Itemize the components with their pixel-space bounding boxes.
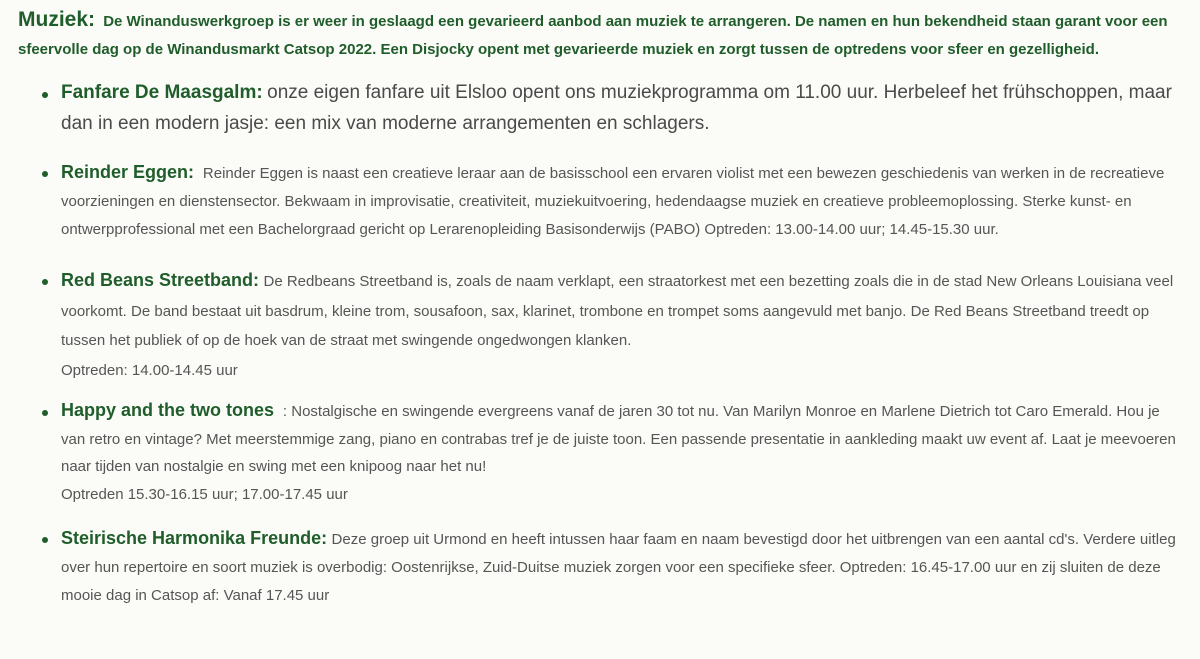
act-description: : Nostalgische en swingende evergreens vanaf de jaren 30 tot nu. Van Marilyn Monroe en Marlene Dietrich tot Caro Emerald. Hou je van retro en vintage? Met meerstemmige zang, piano en contrabas tref je de juiste toon. Een passende presentatie in aankleding maakt uw event af. Laat je meevoeren naar tijden van nostalgie en swing met een knipoog naar het nu! [61, 403, 1176, 475]
list-item-steirische [18, 524, 1183, 610]
act-description: De Redbeans Streetband is, zoals de naam verklapt, een straatorkest met een bezetting zoals die in de stad New Orleans Louisiana veel voorkomt. De band bestaat uit basdrum, kleine trom, sousafoon, sax, klarinet, trombone en trompet soms aangevuld met banjo. De Red Beans Streetband treedt op tussen het publiek of op de hoek van de straat met swingende ongedwongen klanken. [61, 273, 1174, 349]
act-time: Optreden: 14.00-14.45 uur [61, 361, 238, 379]
act-name: Fanfare De Maasgalm: [61, 82, 263, 103]
act-name: Red Beans Streetband: [61, 270, 260, 290]
intro-paragraph [18, 6, 1183, 64]
intro-text: De Winanduswerkgroep is er weer in geslaagd een gevarieerd aanbod aan muziek te arrangeren. De namen en hun bekendheid staan garant voor een sfeervolle dag op de Winandusmarkt Catsop 2022. Een Disjocky opent met gevarieerde muziek en zorgt tussen de optredens voor sfeer en gezelligheid. [18, 13, 1168, 58]
act-description: Reinder Eggen is naast een creatieve leraar aan de basisschool een ervaren violist met een bewezen geschiedenis van werken in de recreatieve voorzieningen en dienstensector. Bekwaam in improvisatie, creativiteit, muziekuitvoering, hedendaagse muziek en creatieve probleemoplossing. Sterke kunst- en ontwerpprofessional met een Bachelorgraad gericht op Lerarenopleiding Basisonderwijs (PABO) Optreden: 13.00-14.00 uur; 14.45-15.30 uur. [61, 165, 1165, 238]
act-name: Reinder Eggen: [61, 162, 195, 182]
list-item-fanfare [18, 78, 1183, 140]
act-description: Deze groep uit Urmond en heeft intussen haar faam en naam bevestigd door het uitbrengen van een aantal cd's. Verdere uitleg over hun repertoire en soort muziek is overbodig: Oostenrijkse, Zuid-Duitse muziek zorgen voor een specifieke sfeer. Optreden: 16.45-17.00 uur en zij sluiten de deze mooie dag in Catsop af: Vanaf 17.45 uur [61, 531, 1176, 604]
section-title: Muziek: [18, 8, 96, 31]
list-item-happy-two-tones [18, 397, 1183, 508]
act-time: Optreden 15.30-16.15 uur; 17.00-17.45 uur [61, 485, 348, 503]
music-section [18, 6, 1183, 622]
list-item-reinder-eggen [18, 158, 1183, 244]
list-item-red-beans [18, 266, 1183, 385]
act-description: onze eigen fanfare uit Elsloo opent ons muziekprogramma om 11.00 uur. Herbeleef het frühschoppen, maar dan in een modern jasje: een mix van moderne arrangementen en schlagers. [61, 82, 1172, 134]
acts-list [18, 78, 1183, 610]
act-name: Happy and the two tones [61, 400, 275, 420]
act-name: Steirische Harmonika Freunde: [61, 528, 328, 548]
